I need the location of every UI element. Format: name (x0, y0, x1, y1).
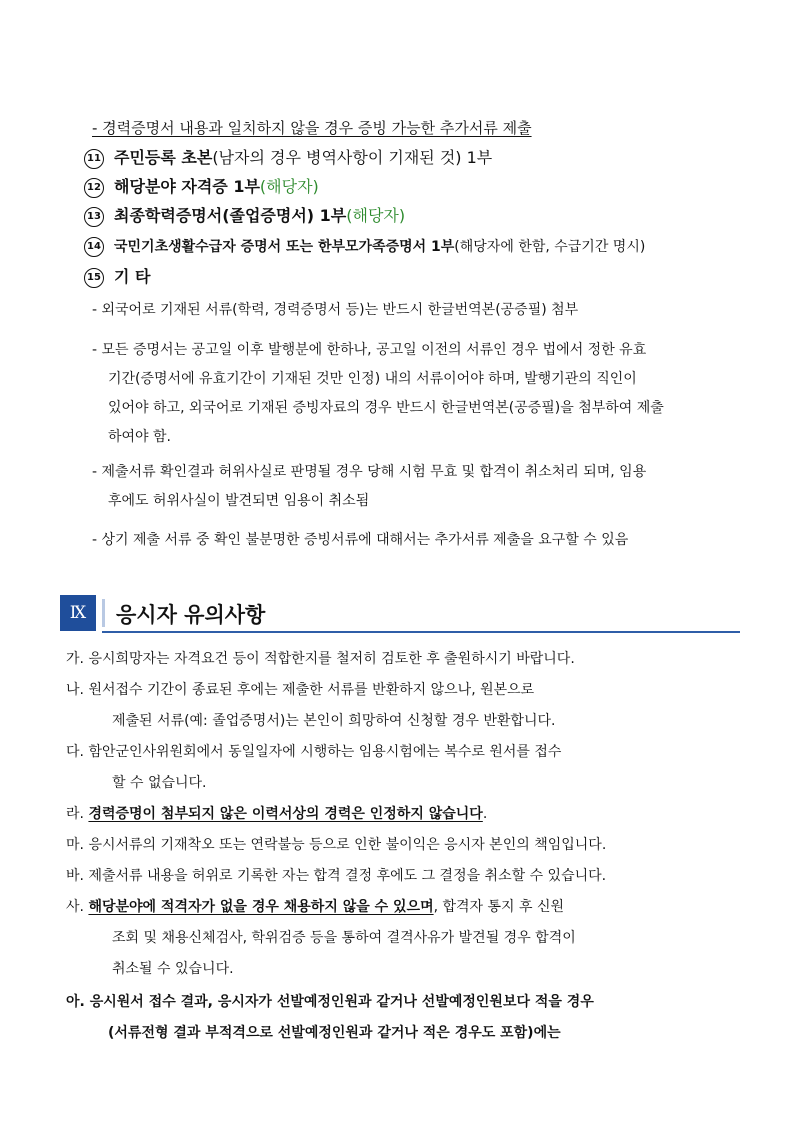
clause-text: 원서접수 기간이 종료된 후에는 제출한 서류를 반환하지 않으나, 원본으로 (88, 682, 535, 698)
clause-text: 함안군인사위원회에서 동일일자에 시행하는 임용시험에는 복수로 원서를 접수 (88, 744, 562, 760)
item-14 (84, 237, 645, 257)
note-line: 하여야 함. (108, 429, 171, 445)
item-15 (84, 267, 150, 288)
clause-end: . (482, 806, 488, 822)
clause-label: 아. (66, 994, 85, 1010)
circled-number: 15 (84, 268, 104, 288)
clause-da-cont: 할 수 없습니다. (112, 775, 207, 791)
item-rest: (해당자에 한함, 수급기간 명시) (454, 239, 646, 255)
top-note (92, 118, 532, 138)
clause-bold-text: 해당분야에 적격자가 없을 경우 채용하지 않을 수 있으며 (88, 899, 434, 915)
clause-sa (66, 897, 564, 917)
section-number: Ⅸ (60, 595, 96, 631)
item-main: 최종학력증명서(졸업증명서) 1부 (114, 206, 347, 225)
circled-number: 12 (84, 178, 104, 198)
clause-label: 바. (66, 868, 84, 884)
clause-ra (66, 804, 487, 824)
item-main: 해당분야 자격증 1부 (114, 177, 260, 196)
circled-number: 11 (84, 149, 104, 169)
clause-da (66, 742, 561, 762)
clause-text: , 합격자 통지 후 신원 (433, 899, 565, 915)
note-line: 있어야 하고, 외국어로 기재된 증빙자료의 경우 반드시 한글번역본(공증필)을 첨부하여 제출 (108, 400, 664, 416)
item-extra: (해당자) (346, 206, 406, 225)
note-line: 기간(증명서에 유효기간이 기재된 것만 인정) 내의 서류이어야 하며, 발행기관의 직인이 (108, 371, 637, 387)
item-extra: (해당자) (259, 177, 319, 196)
item-12 (84, 177, 319, 198)
clause-label: 마. (66, 837, 84, 853)
note-line: - 모든 증명서는 공고일 이후 발행분에 한하나, 공고일 이전의 서류인 경우 법에서 정한 유효 (92, 342, 647, 358)
item-main: 국민기초생활수급자 증명서 또는 한부모가족증명서 1부 (114, 239, 455, 255)
clause-label: 다. (66, 744, 84, 760)
item-main: 주민등록 초본 (114, 148, 213, 167)
item-13 (84, 206, 405, 227)
clause-sa-cont: 취소될 수 있습니다. (112, 961, 234, 977)
clause-a-cont: (서류전형 결과 부적격으로 선발예정인원과 같거나 적은 경우도 포함)에는 (108, 1025, 561, 1041)
clause-bold-text: 경력증명이 첨부되지 않은 이력서상의 경력은 인정하지 않습니다 (88, 806, 483, 822)
section-underline (102, 631, 740, 633)
section-header (60, 595, 740, 633)
clause-text: 응시서류의 기재착오 또는 연락불능 등으로 인한 불이익은 응시자 본인의 책임입니다. (88, 837, 607, 853)
note-line: - 제출서류 확인결과 허위사실로 판명될 경우 당해 시험 무효 및 합격이 취소처리 되며, 임용 (92, 464, 647, 480)
item-main: 기 타 (114, 267, 151, 286)
note-line: - 외국어로 기재된 서류(학력, 경력증명서 등)는 반드시 한글번역본(공증필) 첨부 (92, 302, 579, 318)
clause-a (66, 992, 594, 1012)
clause-na (66, 680, 534, 700)
clause-label: 나. (66, 682, 84, 698)
section-title: 응시자 유의사항 (116, 603, 266, 627)
section-divider (102, 599, 105, 627)
item-11 (84, 148, 492, 169)
item-rest: (남자의 경우 병역사항이 기재된 것) 1부 (212, 148, 493, 167)
clause-text: 제출서류 내용을 허위로 기록한 자는 합격 결정 후에도 그 결정을 취소할 수 있습니다. (88, 868, 607, 884)
clause-label: 라. (66, 806, 84, 822)
clause-label: 사. (66, 899, 84, 915)
clause-ba (66, 866, 606, 886)
note-line: - 상기 제출 서류 중 확인 불분명한 증빙서류에 대해서는 추가서류 제출을 요구할 수 있음 (92, 532, 629, 548)
clause-text: 응시원서 접수 결과, 응시자가 선발예정인원과 같거나 선발예정인원보다 적을 경우 (89, 994, 594, 1010)
note-line: 후에도 허위사실이 발견되면 임용이 취소됨 (108, 493, 370, 509)
top-note-text: - 경력증명서 내용과 일치하지 않을 경우 증빙 가능한 추가서류 제출 (92, 119, 532, 137)
circled-number: 13 (84, 207, 104, 227)
circled-number: 14 (84, 237, 104, 257)
clause-sa-cont: 조회 및 채용신체검사, 학위검증 등을 통하여 결격사유가 발견될 경우 합격이 (112, 930, 576, 946)
clause-label: 가. (66, 651, 84, 667)
clause-na-cont: 제출된 서류(예: 졸업증명서)는 본인이 희망하여 신청할 경우 반환합니다. (112, 713, 556, 729)
clause-ga (66, 649, 575, 669)
clause-text: 응시희망자는 자격요건 등이 적합한지를 철저히 검토한 후 출원하시기 바랍니다. (88, 651, 575, 667)
clause-ma (66, 835, 606, 855)
